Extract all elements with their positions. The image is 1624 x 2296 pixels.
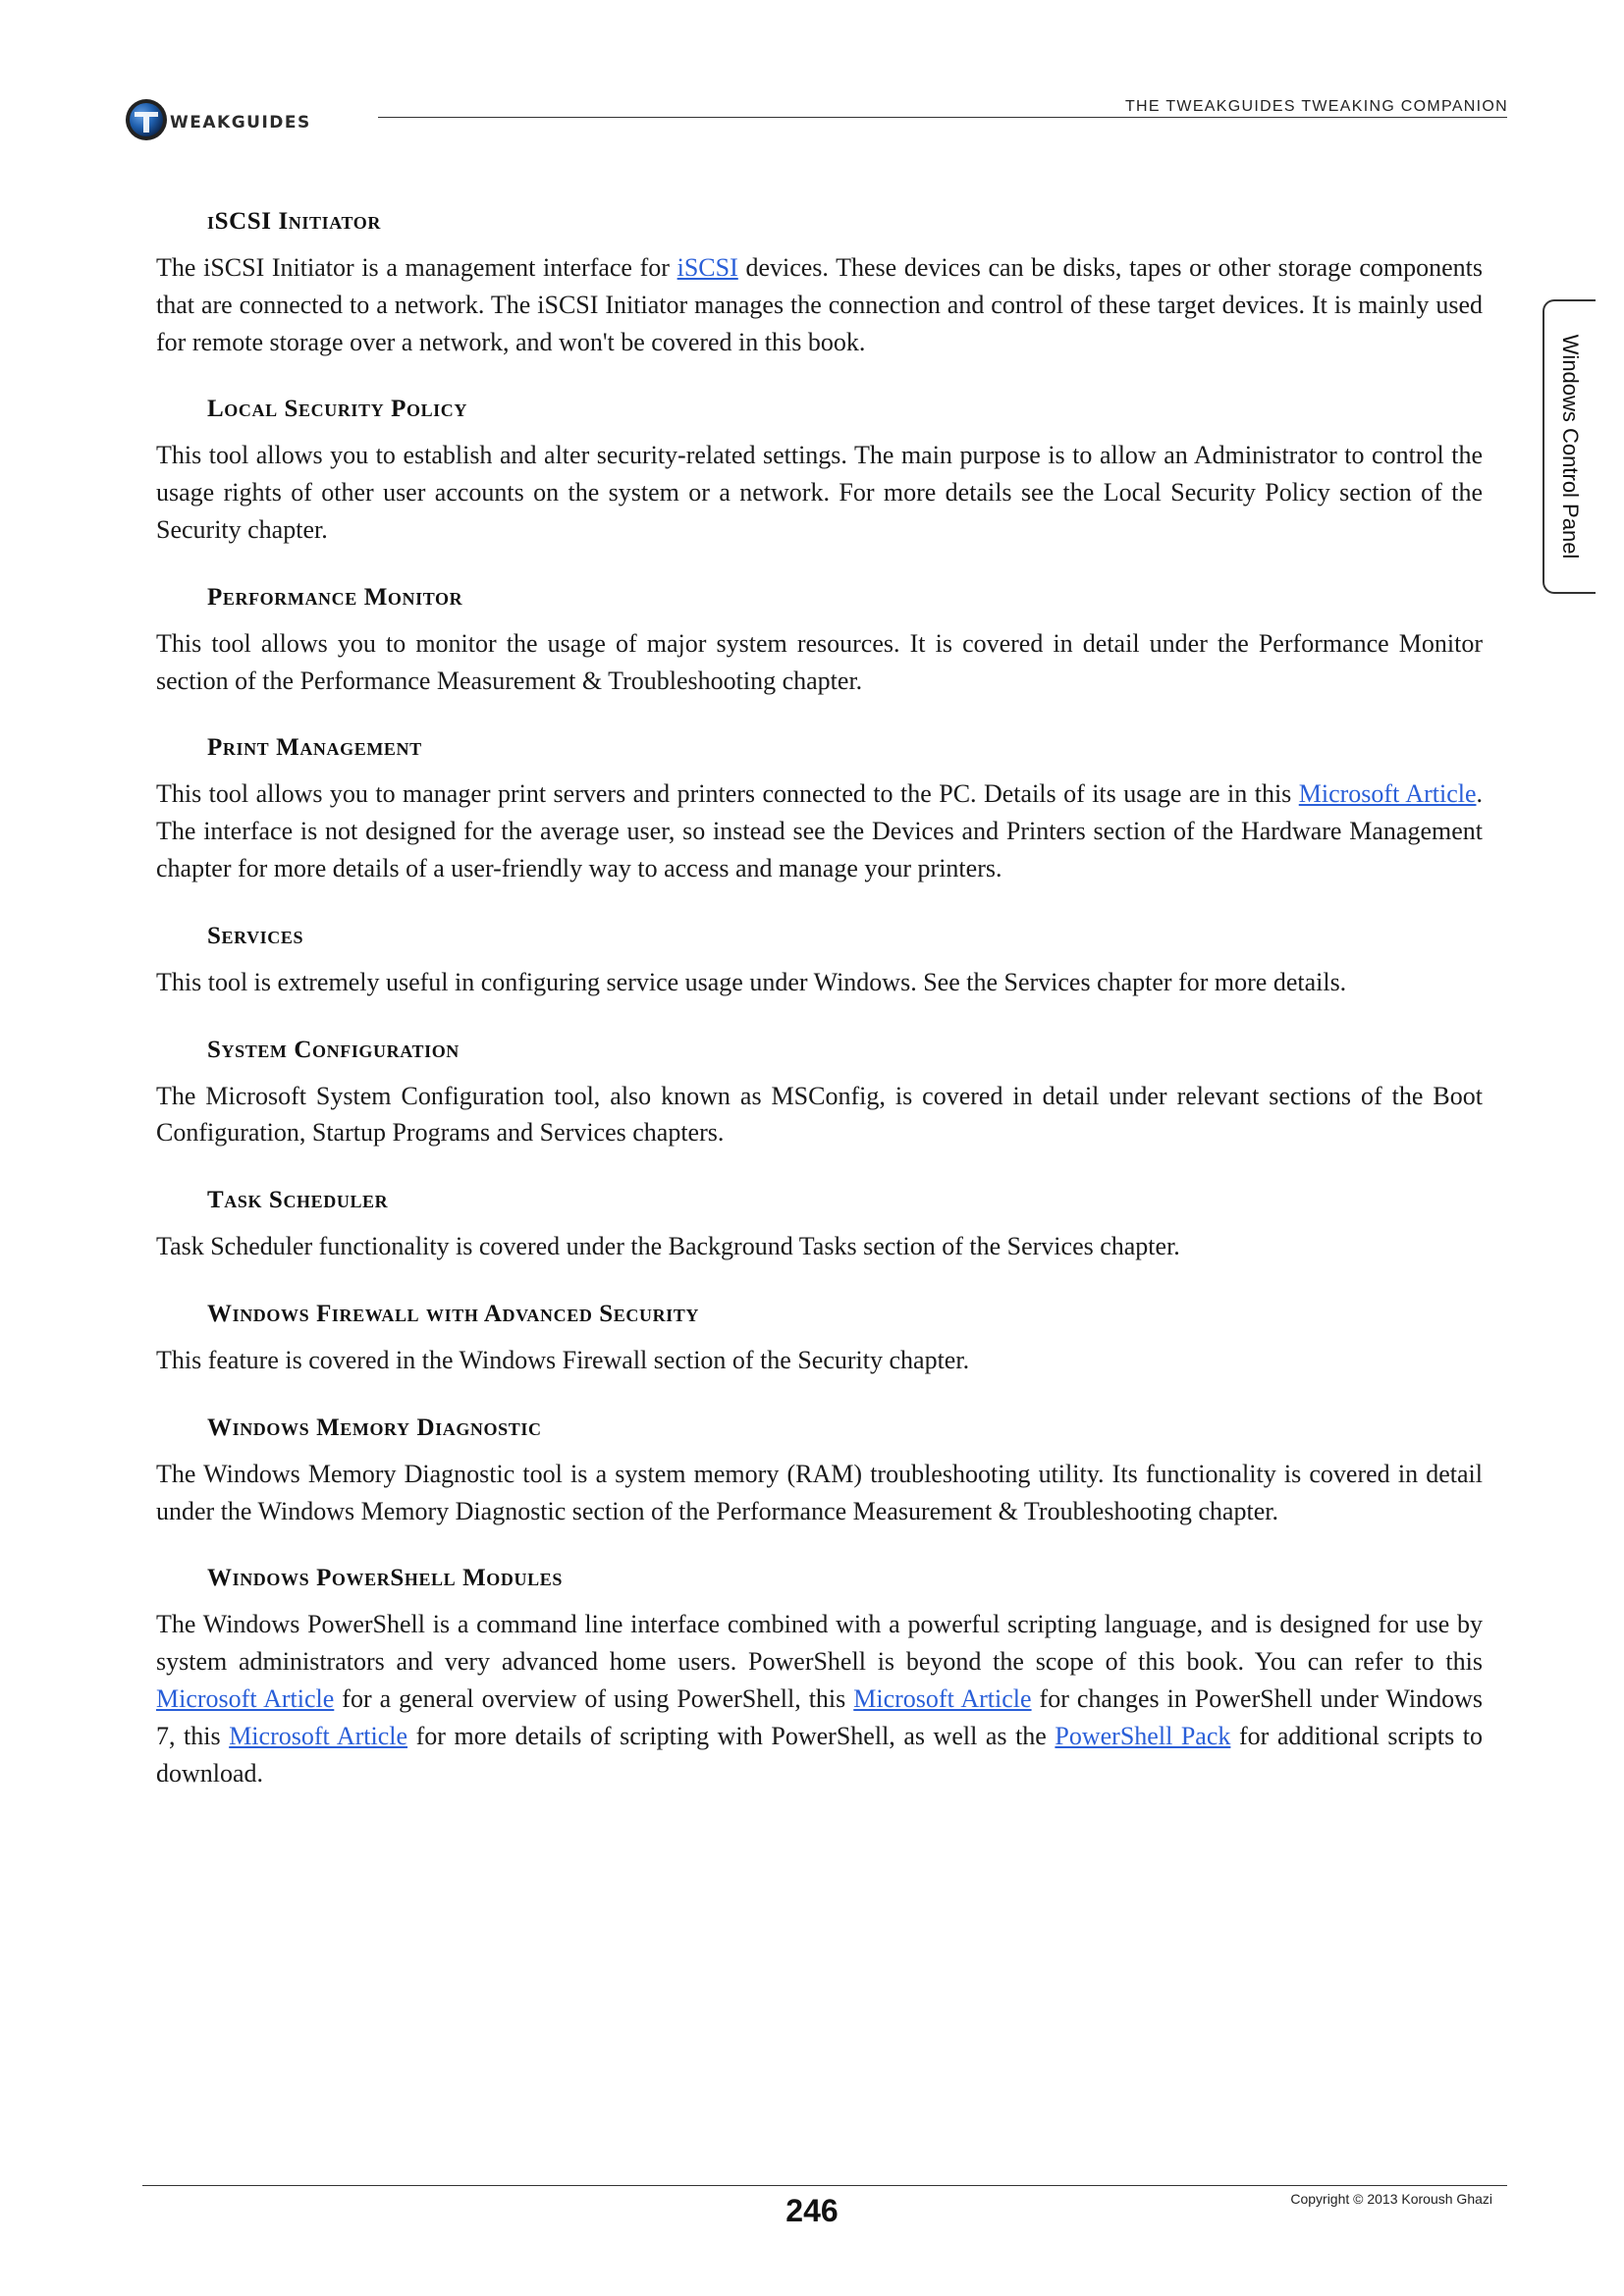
section-paragraph (156, 437, 1483, 548)
header-rule (378, 117, 1507, 118)
copyright-notice: Copyright © 2013 Koroush Ghazi (1290, 2191, 1492, 2207)
section-paragraph (156, 775, 1483, 886)
paragraph-text: The iSCSI Initiator is a management interface for (156, 253, 677, 282)
section-paragraph (156, 1606, 1483, 1791)
section-paragraph (156, 1078, 1483, 1152)
section (156, 208, 1483, 360)
section-heading: System Configuration (207, 1036, 460, 1063)
section-paragraph (156, 1228, 1483, 1265)
section (156, 1565, 1483, 1791)
section (156, 923, 1483, 1001)
section (156, 584, 1483, 700)
reference-link[interactable]: Microsoft Article (853, 1683, 1032, 1713)
paragraph-text: This tool allows you to manager print servers and printers connected to the PC. Details of its usage are in this (156, 779, 1299, 809)
paragraph-text: for additional scripts to download. (156, 1721, 1484, 1788)
reference-link[interactable]: Microsoft Article (229, 1721, 408, 1750)
section-paragraph (156, 625, 1483, 700)
section-heading: Task Scheduler (207, 1187, 389, 1214)
section (156, 734, 1483, 886)
chapter-side-tab-label: Windows Control Panel (1558, 334, 1583, 560)
paragraph-text: This tool allows you to monitor the usage of major system resources. It is covered in detail under the Performance Monitor section of the Performance Measurement & Troubleshooting chapter. (156, 628, 1483, 695)
paragraph-text: The Microsoft System Configuration tool, also known as MSConfig, is covered in detail under relevant sections of the Boot Configuration, Startup Programs and Services chapters. (156, 1081, 1483, 1148)
paragraph-text: Task Scheduler functionality is covered under the Background Tasks section of the Services chapter. (156, 1232, 1180, 1261)
header-title: THE TWEAKGUIDES TWEAKING COMPANION (1124, 98, 1508, 115)
section-heading: Windows PowerShell Modules (207, 1565, 563, 1592)
paragraph-text: This tool allows you to establish and alter security-related settings. The main purpose is to allow an Administrator to control the usage rights of other user accounts on the system or a network. For more details see the Local Security Policy section of the Security chapter. (156, 441, 1483, 544)
chapter-side-tab (1543, 299, 1596, 594)
reference-link[interactable]: iSCSI (677, 253, 738, 282)
section-heading: Performance Monitor (207, 583, 463, 611)
section-heading: Print Management (207, 734, 422, 762)
paragraph-text: for a general overview of using PowerShell, this (334, 1683, 854, 1713)
footer-rule (142, 2185, 1507, 2186)
paragraph-text: for more details of scripting with PowerShell, as well as the (407, 1721, 1056, 1750)
section (156, 396, 1483, 548)
section-paragraph (156, 964, 1483, 1001)
section (156, 1187, 1483, 1265)
reference-link[interactable]: Microsoft Article (156, 1683, 335, 1713)
section-heading: iSCSI Initiator (207, 208, 381, 235)
paragraph-text: The Windows Memory Diagnostic tool is a system memory (RAM) troubleshooting utility. Its functionality is covered in detail under the Windows Memory Diagnostic section of the Performance Measurement & Troubleshooting chapter. (156, 1459, 1483, 1525)
reference-link[interactable]: PowerShell Pack (1055, 1721, 1231, 1750)
reference-link[interactable]: Microsoft Article (1298, 779, 1477, 809)
section-paragraph (156, 1456, 1483, 1530)
section (156, 1415, 1483, 1530)
paragraph-text: The Windows PowerShell is a command line interface combined with a powerful scripting language, and is designed for use by system administrators and very advanced home users. PowerShell is beyond the scope of this book. You can refer to this (156, 1610, 1483, 1677)
svg-text:WEAKGUIDES: WEAKGUIDES (170, 113, 311, 133)
page-number: 246 (785, 2193, 839, 2228)
paragraph-text: This feature is covered in the Windows Firewall section of the Security chapter. (156, 1345, 970, 1374)
section-paragraph (156, 1342, 1483, 1379)
paragraph-text: This tool is extremely useful in configuring service usage under Windows. See the Services chapter for more details. (156, 967, 1347, 996)
paragraph-text: . The interface is not designed for the average user, so instead see the Devices and Printers section of the Hardware Management chapter for more details of a user-friendly way to access and manage your printers. (156, 779, 1483, 882)
section-paragraph (156, 249, 1483, 360)
section (156, 1037, 1483, 1152)
section (156, 1301, 1483, 1379)
section-heading: Local Security Policy (207, 396, 467, 423)
page-content (156, 208, 1483, 1827)
section-heading: Windows Memory Diagnostic (207, 1414, 542, 1441)
tweakguides-logo (125, 95, 360, 144)
section-heading: Windows Firewall with Advanced Security (207, 1300, 699, 1327)
paragraph-text: for changes in PowerShell under Windows 7, this (156, 1683, 1484, 1750)
section-heading: Services (207, 922, 304, 949)
paragraph-text: devices. These devices can be disks, tapes or other storage components that are connected to a network. The iSCSI Initiator manages the connection and control of these target devices. It is mainly used for remote storage over a network, and won't be covered in this book. (156, 253, 1483, 356)
